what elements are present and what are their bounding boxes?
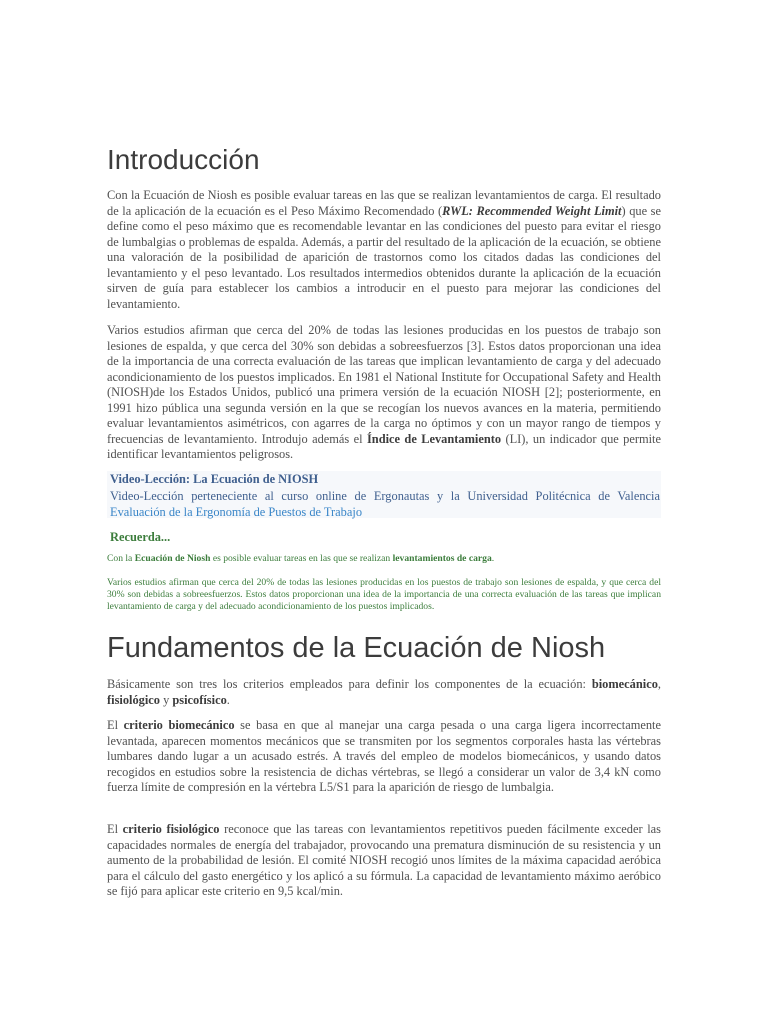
li-term: Índice de Levantamiento	[366, 431, 502, 446]
rwl-term: RWL: Recommended Weight Limit	[442, 203, 622, 218]
text-run: .	[226, 692, 230, 707]
section-heading-fundamentos: Fundamentos de la Ecuación de Niosh	[107, 632, 606, 664]
bold-term: levantamientos de carga	[392, 553, 492, 564]
video-lesson-description	[110, 489, 660, 520]
text-run: Con la	[107, 553, 135, 564]
text-run: Varios estudios afirman que cerca del 20% de todas las lesiones producidas en los puestos de trabajo son lesiones de espalda, y que cerca del 30% son debidas a sobreesfuerzos [3]. Estos datos proporcionan una idea de la importancia de una correcta evaluación de las tareas que implican levantamiento de carga y del adecuado acondicionamiento de los puestos implicados. En 1981 el National Institute for Occupational Safety and Health (NIOSH)de los Estados Unidos, publicó una primera versión de la ecuación NIOSH [2]; posteriormente, en 1991 hizo pública una segunda versión en la que se recogían los nuevos avances en la materia, permitiendo evaluar levantamientos asimétricos, con agarres de la carga no óptimos y con un mayor rango de tiempos y frecuencias de levantamiento. Introdujo además el	[107, 323, 661, 446]
text-run: reconoce que las tareas con levantamientos repetitivos pueden fácilmente exceder las capacidades normales de energía del trabajador, provocando una prematura disminución de su resistencia y un aumento de la probabilidad de lesión. El comité NIOSH recogió unos límites de la máxima capacidad aeróbica para el cálculo del gasto energético y los aplicó a su fórmula. La capacidad de levantamiento máximo aeróbico se fijó para aplicar este criterio en 9,5 kcal/min.	[107, 822, 661, 898]
text-run: se basa en que al manejar una carga pesada o una carga ligera incorrectamente levantada, aparecen momentos mecánicos que se transmiten por los segmentos corporales hasta las vértebras lumbares dando lugar a un acusado estrés. A través del empleo de modelos biomecánicos, y usando datos recogidos en estudios sobre la resistencia de dichas vértebras, se llegó a considerar un valor de 3,4 kN como fuerza límite de compresión en la vértebra L5/S1 para la aparición de riesgo de lumbalgia.	[107, 718, 661, 794]
text-run: El	[107, 718, 124, 732]
text-run: (LI), un indicador que permite identificar levantamientos peligrosos.	[107, 431, 662, 461]
text-run: ,	[657, 677, 661, 691]
video-lesson-box	[107, 471, 661, 518]
text-run: Video-Lección perteneciente al curso online de Ergonautas y la Universidad Politécnica de Valencia	[110, 489, 660, 503]
bold-term: Ecuación de Niosh	[134, 553, 211, 564]
bold-term: criterio fisiológico	[122, 822, 220, 836]
bold-term: criterio biomecánico	[123, 718, 235, 732]
fundamentos-paragraph-fisiologico	[107, 822, 661, 900]
course-link[interactable]: Evaluación de la Ergonomía de Puestos de Trabajo	[110, 504, 363, 519]
section-heading-introduccion: Introducción	[107, 144, 260, 175]
text-run: ) que se define como el peso máximo que es recomendable levantar en las condiciones del puesto para evitar el riesgo de lumbalgias o problemas de espalda. Además, a partir del resultado de la aplicación de la ecuación, se obtiene una valoración de la posibilidad de aparición de trastornos como los citados dadas las condiciones del levantamiento y el peso levantado. Los resultados intermedios obtenidos durante la aplicación de la ecuación sirven de guía para establecer los cambios a introducir en el puesto para mejorar las condiciones del levantamiento.	[107, 203, 661, 311]
bold-term: fisiológico	[107, 692, 160, 707]
fundamentos-paragraph-biomecanico	[107, 718, 661, 796]
text-run: Básicamente son tres los criterios empleados para definir los componentes de la ecuación:	[107, 677, 592, 691]
text-run: y	[160, 692, 173, 707]
intro-paragraph-2	[107, 323, 661, 463]
text-run: El	[107, 822, 123, 836]
text-run: Con la Ecuación de Niosh es posible evaluar tareas en las que se realizan levantamientos de carga. El resultado de la aplicación de la ecuación es el Peso Máximo Recomendado (	[107, 188, 661, 218]
video-lesson-title[interactable]: Video-Lección: La Ecuación de NIOSH	[110, 472, 319, 486]
recuerda-title: Recuerda...	[110, 530, 171, 544]
intro-paragraph-1	[107, 188, 661, 312]
recuerda-paragraph-1	[107, 553, 661, 566]
bold-term: psicofísico	[172, 692, 227, 707]
text-run: .	[491, 553, 495, 564]
fundamentos-paragraph-1	[107, 677, 661, 708]
bold-term: biomecánico	[591, 677, 658, 691]
text-run: es posible evaluar tareas en las que se realizan	[210, 553, 393, 564]
recuerda-paragraph-2: Varios estudios afirman que cerca del 20% de todas las lesiones producidas en los puestos de trabajo son lesiones de espalda, y que cerca del 30% son debidas a sobreesfuerzos. Estos datos proporcionan una idea de la importancia de una correcta evaluación de las tareas que implican levantamiento de carga y del adecuado acondicionamiento de los puestos implicados.	[107, 577, 661, 613]
